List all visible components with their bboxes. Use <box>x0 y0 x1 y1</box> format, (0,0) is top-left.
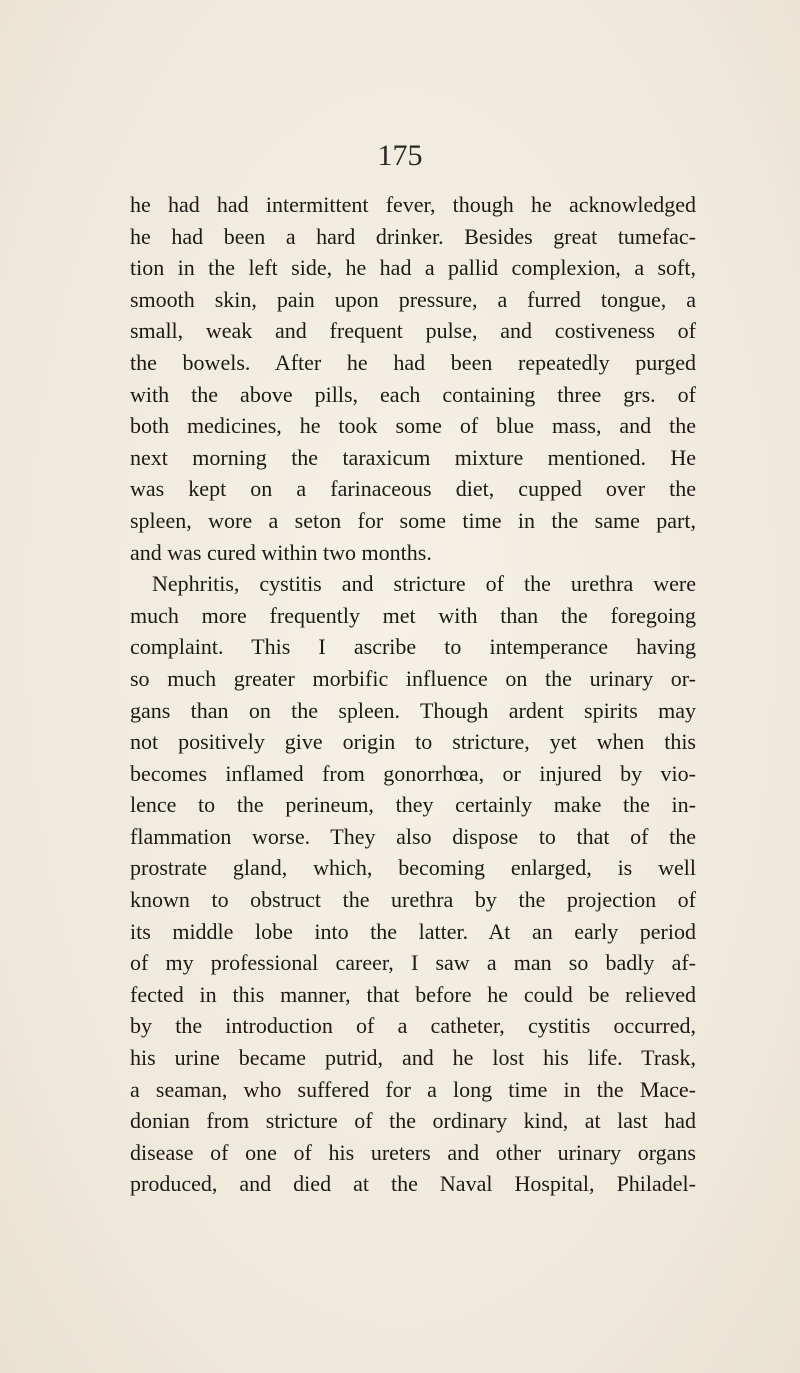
text-line: so much greater morbific influence on the urinary or- <box>130 665 696 691</box>
text-line: next morning the taraxicum mixture mentioned. He <box>130 444 696 470</box>
text-line: disease of one of his ureters and other urinary organs <box>130 1139 696 1165</box>
text-line: not positively give origin to stricture, yet when this <box>130 729 696 755</box>
text-line: donian from stricture of the ordinary kind, at last had <box>130 1108 696 1134</box>
text-line: known to obstruct the urethra by the projection of <box>130 887 696 913</box>
text-line: with the above pills, each containing three grs. of <box>130 381 696 407</box>
text-line: he had been a hard drinker. Besides great tumefac- <box>130 223 696 249</box>
text-line: small, weak and frequent pulse, and costiveness of <box>130 318 696 344</box>
text-line: flammation worse. They also dispose to that of the <box>130 823 696 849</box>
text-line: smooth skin, pain upon pressure, a furred tongue, a <box>130 286 696 312</box>
text-line: he had had intermittent fever, though he acknowledged <box>130 192 696 217</box>
text-line: spleen, wore a seton for some time in the same part, <box>130 507 696 533</box>
text-line: much more frequently met with than the foregoing <box>130 602 696 628</box>
text-line: its middle lobe into the latter. At an early period <box>130 918 696 944</box>
body-text <box>130 189 696 1200</box>
text-line: the bowels. After he had been repeatedly purged <box>130 349 696 375</box>
text-line: tion in the left side, he had a pallid complexion, a soft, <box>130 255 696 281</box>
text-line: becomes inflamed from gonorrhœa, or injured by vio- <box>130 760 696 786</box>
text-line: produced, and died at the Naval Hospital, Philadel- <box>130 1171 696 1197</box>
paragraph-start-line: Nephritis, cystitis and stricture of the urethra were <box>152 571 696 597</box>
page-number: 175 <box>377 139 423 172</box>
text-line: of my professional career, I saw a man so badly af- <box>130 950 696 976</box>
text-line: prostrate gland, which, becoming enlarged, is well <box>130 855 696 881</box>
text-line: by the introduction of a catheter, cystitis occurred, <box>130 1013 696 1039</box>
text-line: was kept on a farinaceous diet, cupped over the <box>130 476 696 502</box>
paragraph-end-line: and was cured within two months. <box>130 539 432 565</box>
text-line: lence to the perineum, they certainly make the in- <box>130 792 696 818</box>
text-line: complaint. This I ascribe to intemperance having <box>130 634 696 660</box>
text-line: both medicines, he took some of blue mass, and the <box>130 413 696 439</box>
text-line: fected in this manner, that before he could be relieved <box>130 981 696 1007</box>
text-line: gans than on the spleen. Though ardent spirits may <box>130 697 696 723</box>
text-line: his urine became putrid, and he lost his life. Trask, <box>130 1045 696 1071</box>
text-line: a seaman, who suffered for a long time in the Mace- <box>130 1076 696 1102</box>
